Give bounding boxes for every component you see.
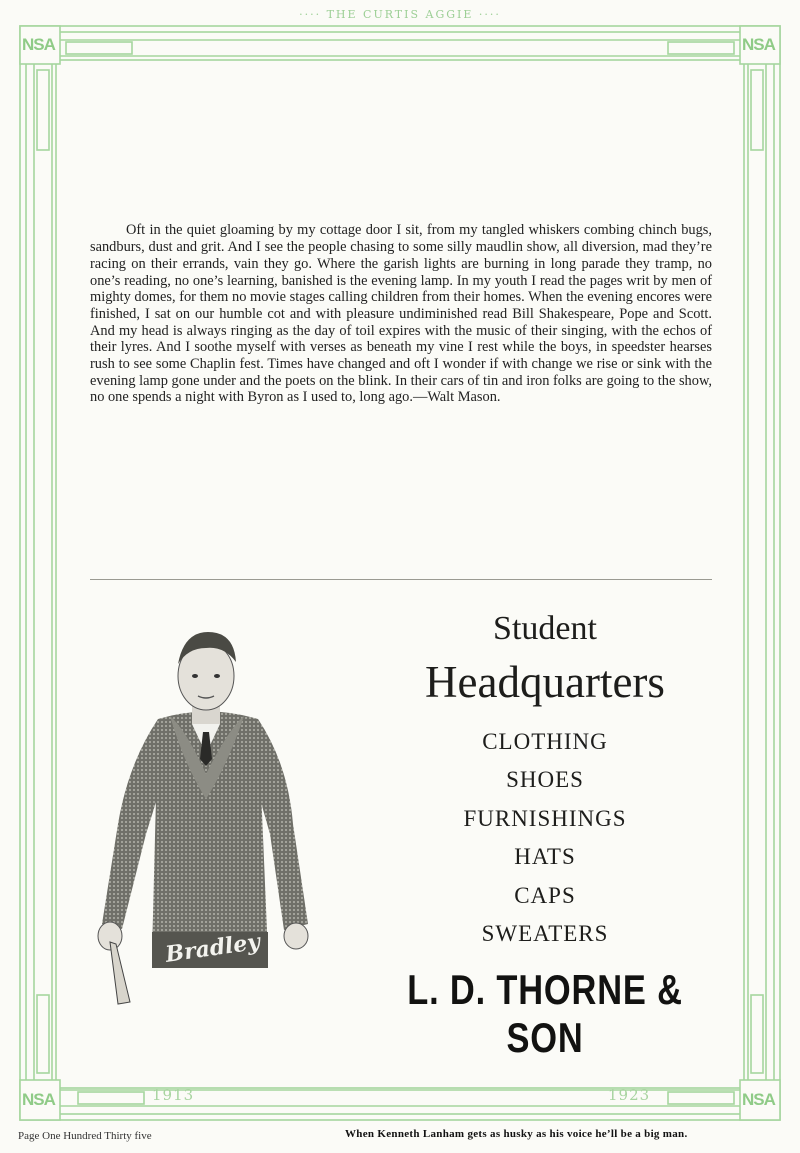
monogram-top-right: NSA bbox=[742, 35, 775, 54]
ad-item: HATS bbox=[514, 844, 576, 870]
page-number: Page One Hundred Thirty five bbox=[18, 1130, 152, 1142]
store-name: L. D. THORNE & SON bbox=[407, 966, 683, 1061]
monogram-bottom-right: NSA bbox=[742, 1090, 775, 1109]
section-divider bbox=[90, 579, 712, 580]
ad-item-list bbox=[420, 726, 670, 956]
ad-item: CLOTHING bbox=[482, 729, 608, 754]
ad-item: SWEATERS bbox=[481, 920, 609, 946]
monogram-bottom-left: NSA bbox=[22, 1090, 55, 1109]
ad-title-student: Student bbox=[493, 610, 597, 647]
sweater-model-illustration bbox=[88, 624, 328, 1014]
footer-quip: When Kenneth Lanham gets as husky as his voice he’ll be a big man. bbox=[345, 1128, 688, 1140]
ad-item: SHOES bbox=[506, 767, 584, 793]
year-left: 1913 bbox=[152, 1086, 195, 1104]
sweater-brand-label: Bradley bbox=[163, 928, 262, 968]
running-title: ···· THE CURTIS AGGIE ···· bbox=[299, 8, 501, 21]
ad-item: FURNISHINGS bbox=[463, 805, 627, 831]
monogram-top-left: NSA bbox=[22, 35, 55, 54]
poem-paragraph: Oft in the quiet gloaming by my cottage door I sit, from my tangled whiskers combing chinch bugs, sandburs, dust and grit. And I see the people chasing to some silly maudlin show, all diversion, mad they’re racing on their errands, vain they go. Where the garish lights are burning in long parade they tramp, no one’s reading, no one’s learning, banished is the evening lamp. In my youth I read the pages writ by men of mighty domes, for them no movie stages calling children from their homes. When the evening encores were finished, I sat on our humble cot and with pleasure undiminished read Bill Shakespeare, Pope and Scott. And my head is always ringing as the day of toil expires with the music of their singing, with the echos of their lyres. And I soothe myself with verses as beneath my vine I rest while the boys, in speedster hearses rush to see some Chaplin fest. Times have changed and oft I wonder if with change we rise or sink with the evening lamp gone under and the poets on the blink. In their cars of tin and iron folks are going to the show, no one spends a night with Byron as I used to, long ago.—Walt Mason. bbox=[90, 222, 712, 406]
ad-item: CAPS bbox=[514, 882, 576, 908]
ad-title-headquarters: Headquarters bbox=[425, 657, 665, 707]
year-right: 1923 bbox=[608, 1086, 651, 1104]
